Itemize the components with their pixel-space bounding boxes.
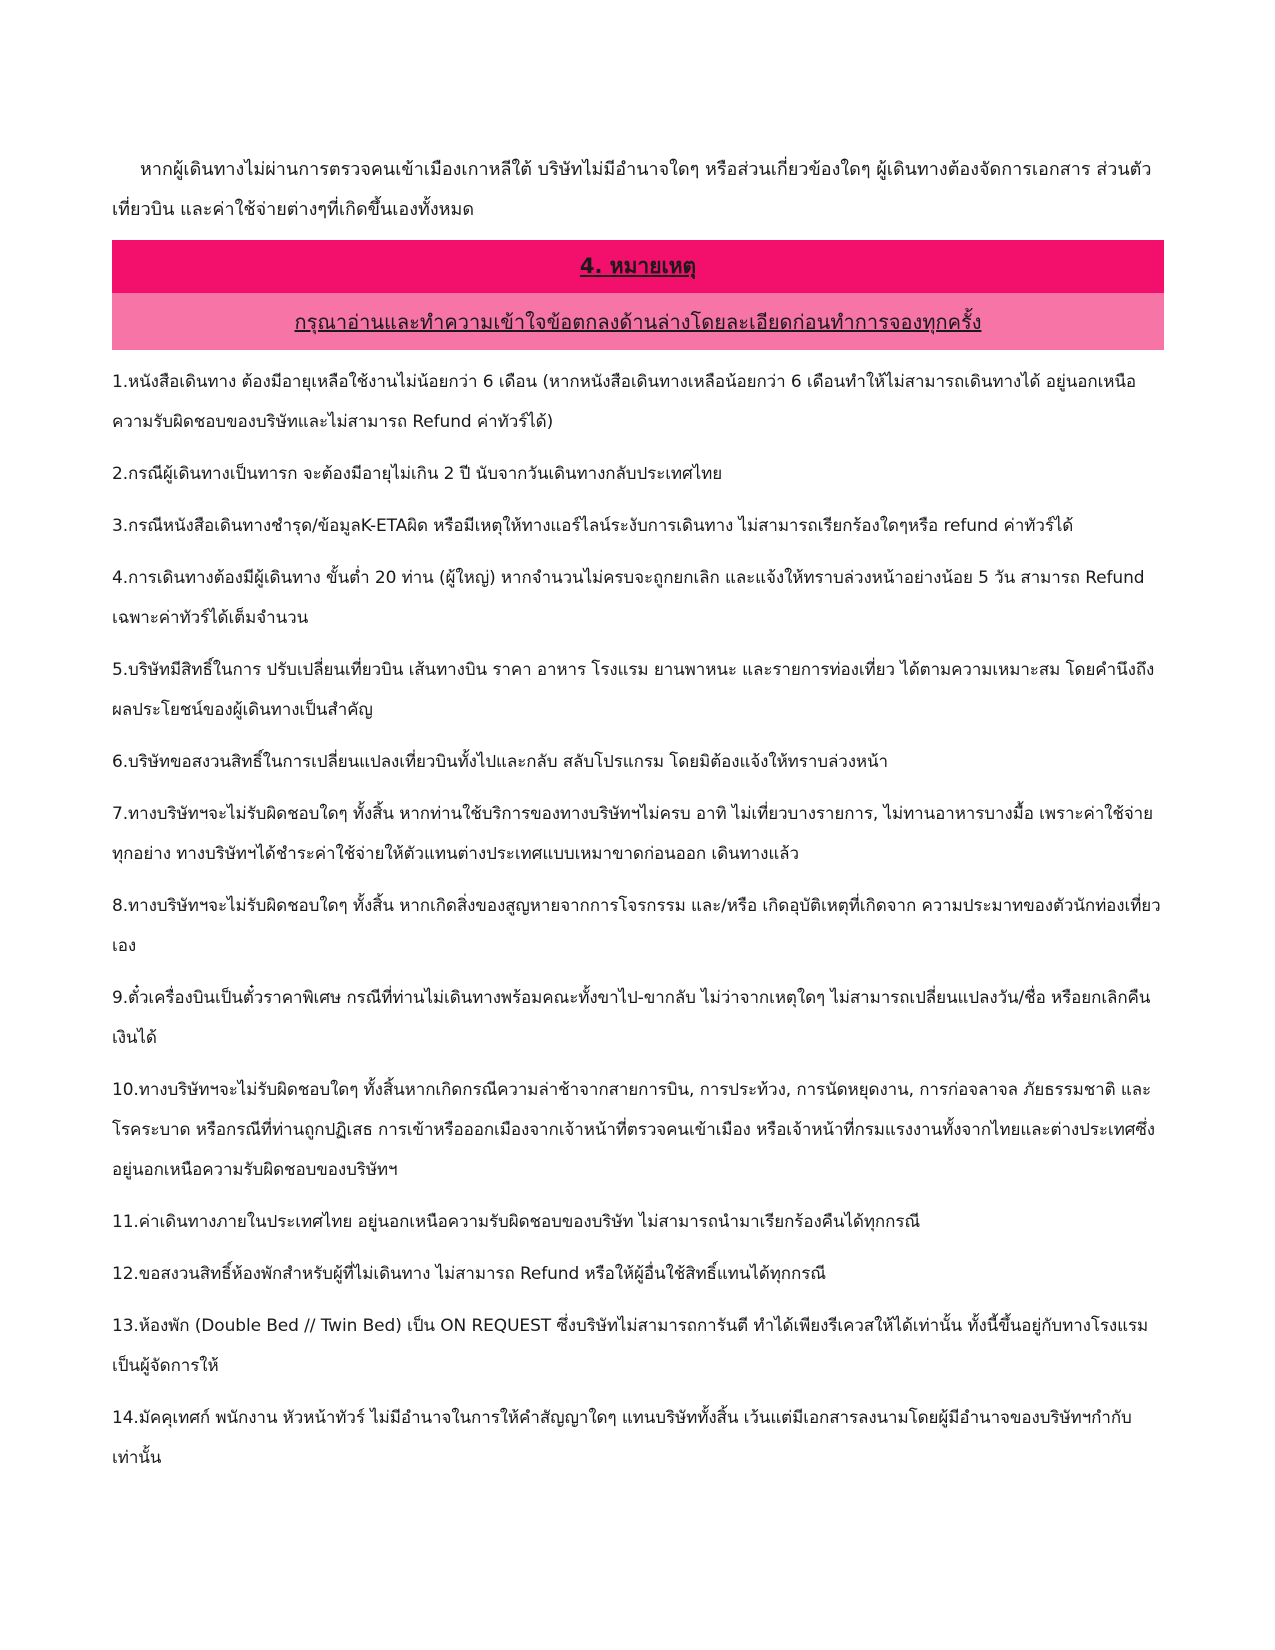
notes-list xyxy=(112,362,1164,1478)
note-item-7: 7.ทางบริษัทฯจะไม่รับผิดชอบใดๆ ทั้งสิ้น หากท่านใช้บริการของทางบริษัทฯไม่ครบ อาทิ ไม่เที่ยวบางรายการ, ไม่ทานอาหารบางมื้อ เพราะค่าใช้จ่ายทุกอย่าง ทางบริษัทฯได้ชำระค่าใช้จ่ายให้ตัวแทนต่างประเทศแบบเหมาขาดก่อนออก เดินทางแล้ว xyxy=(112,804,1153,864)
note-item-4: 4.การเดินทางต้องมีผู้เดินทาง ขั้นต่ำ 20 ท่าน (ผู้ใหญ่) หากจำนวนไม่ครบจะถูกยกเลิก และแจ้งให้ทราบล่วงหน้าอย่างน้อย 5 วัน สามารถ Refund เฉพาะค่าทัวร์ได้เต็มจำนวน xyxy=(112,568,1145,628)
note-item-13: 13.ห้องพัก (Double Bed // Twin Bed) เป็น ON REQUEST ซึ่งบริษัทไม่สามารถการันตี ทำได้เพียงรีเควสให้ได้เท่านั้น ทั้งนี้ขึ้นอยู่กับทางโรงแรมเป็นผู้จัดการให้ xyxy=(112,1316,1149,1376)
section-title-banner xyxy=(112,240,1164,293)
intro-paragraph: หากผู้เดินทางไม่ผ่านการตรวจคนเข้าเมืองเกาหลีใต้ บริษัทไม่มีอำนาจใดๆ หรือส่วนเกี่ยวข้องใดๆ ผู้เดินทางต้องจัดการเอกสาร ส่วนตัว เที่ยวบิน และค่าใช้จ่ายต่างๆที่เกิดขึ้นเองทั้งหมด xyxy=(112,159,1152,220)
note-item-5: 5.บริษัทมีสิทธิ์ในการ ปรับเปลี่ยนเที่ยวบิน เส้นทางบิน ราคา อาหาร โรงแรม ยานพาหนะ และรายการท่องเที่ยว ได้ตามความเหมาะสม โดยคำนึงถึงผลประโยชน์ของผู้เดินทางเป็นสำคัญ xyxy=(112,660,1155,720)
note-item-3: 3.กรณีหนังสือเดินทางชำรุด/ข้อมูลK-ETAผิด หรือมีเหตุให้ทางแอร์ไลน์ระงับการเดินทาง ไม่สามารถเรียกร้องใดๆหรือ refund ค่าทัวร์ได้ xyxy=(112,516,1074,536)
note-item-2: 2.กรณีผู้เดินทางเป็นทารก จะต้องมีอายุไม่เกิน 2 ปี นับจากวันเดินทางกลับประเทศไทย xyxy=(112,464,723,484)
note-item-1: 1.หนังสือเดินทาง ต้องมีอายุเหลือใช้งานไม่น้อยกว่า 6 เดือน (หากหนังสือเดินทางเหลือน้อยกว่า 6 เดือนทำให้ไม่สามารถเดินทางได้ อยู่นอกเหนือความรับผิดชอบของบริษัทและไม่สามารถ Refund ค่าทัวร์ได้) xyxy=(112,372,1137,432)
note-item-12: 12.ขอสงวนสิทธิ์ห้องพักสำหรับผู้ที่ไม่เดินทาง ไม่สามารถ Refund หรือให้ผู้อื่นใช้สิทธิ์แทนได้ทุกกรณี xyxy=(112,1264,826,1284)
section-subtitle: กรุณาอ่านและทำความเข้าใจข้อตกลงด้านล่างโดยละเอียดก่อนทำการจองทุกครั้ง xyxy=(294,309,982,334)
note-item-6: 6.บริษัทขอสงวนสิทธิ์ในการเปลี่ยนแปลงเที่ยวบินทั้งไปและกลับ สลับโปรแกรม โดยมิต้องแจ้งให้ทราบล่วงหน้า xyxy=(112,752,888,772)
note-item-9: 9.ตั๋วเครื่องบินเป็นตั๋วราคาพิเศษ กรณีที่ท่านไม่เดินทางพร้อมคณะทั้งขาไป-ขากลับ ไม่ว่าจากเหตุใดๆ ไม่สามารถเปลี่ยนแปลงวัน/ชื่อ หรือยกเลิกคืนเงินได้ xyxy=(112,988,1151,1048)
section-title: 4. หมายเหตุ xyxy=(579,254,697,278)
note-item-10: 10.ทางบริษัทฯจะไม่รับผิดชอบใดๆ ทั้งสิ้นหากเกิดกรณีความล่าช้าจากสายการบิน, การประท้วง, การนัดหยุดงาน, การก่อจลาจล ภัยธรรมชาติ และโรคระบาด หรือกรณีที่ท่านถูกปฏิเสธ การเข้าหรือออกเมืองจากเจ้าหน้าที่ตรวจคนเข้าเมือง หรือเจ้าหน้าที่กรมแรงงานทั้งจากไทยและต่างประเทศซึ่งอยู่นอกเหนือความรับผิดชอบของบริษัทฯ xyxy=(112,1080,1156,1180)
section-subtitle-banner xyxy=(112,293,1164,350)
note-item-11: 11.ค่าเดินทางภายในประเทศไทย อยู่นอกเหนือความรับผิดชอบของบริษัท ไม่สามารถนำมาเรียกร้องคืนได้ทุกกรณี xyxy=(112,1212,921,1232)
document-page xyxy=(112,150,1164,1478)
note-item-8: 8.ทางบริษัทฯจะไม่รับผิดชอบใดๆ ทั้งสิ้น หากเกิดสิ่งของสูญหายจากการโจรกรรม และ/หรือ เกิดอุบัติเหตุที่เกิดจาก ความประมาทของตัวนักท่องเที่ยวเอง xyxy=(112,896,1161,956)
note-item-14: 14.มัคคุเทศก์ พนักงาน หัวหน้าทัวร์ ไม่มีอำนาจในการให้คำสัญญาใดๆ แทนบริษัททั้งสิ้น เว้นแต่มีเอกสารลงนามโดยผู้มีอำนาจของบริษัทฯกำกับเท่านั้น xyxy=(112,1408,1132,1468)
